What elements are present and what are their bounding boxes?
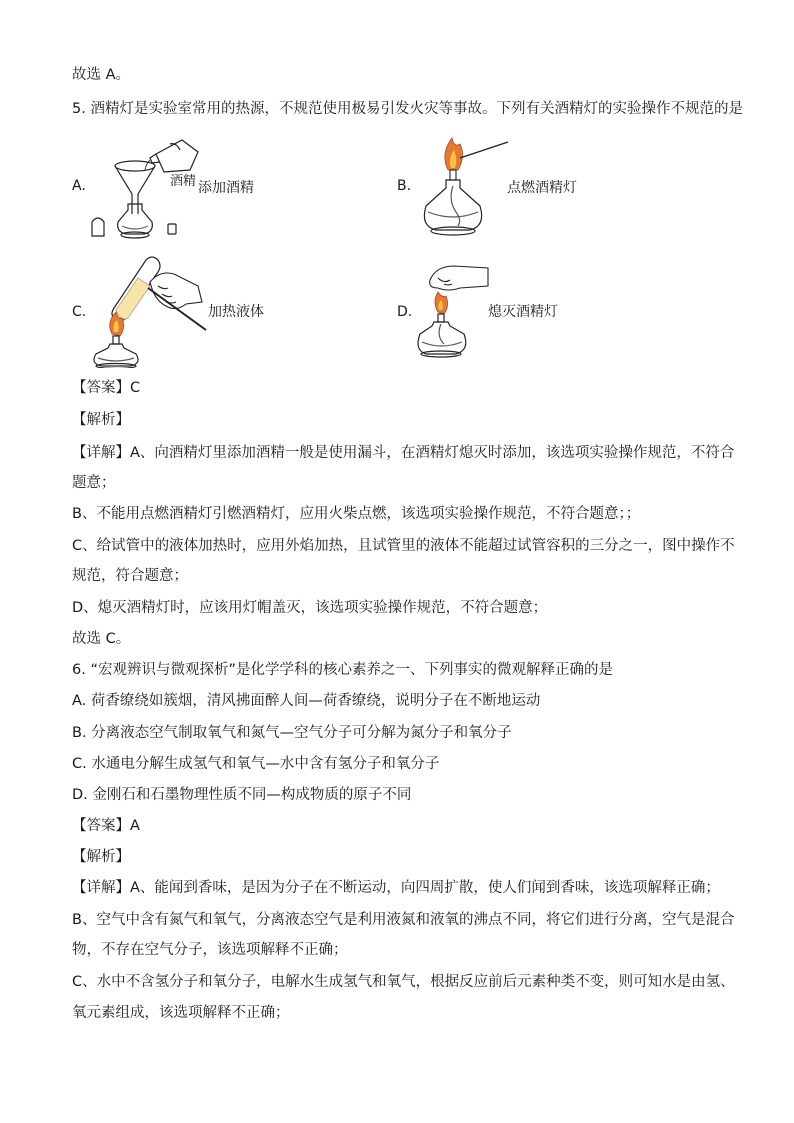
option-b-caption: 点燃酒精灯 [507,180,577,196]
question-6-detail-line: 物，不存在空气分子，该选项解释不正确； [72,942,348,958]
question-6-detail-line: C、水中不含氢分子和氧分子，电解水生成氢气和氧气，根据反应前后元素种类不变，则可知水是由氢、 [72,974,735,990]
question-6-stem: 6. “宏观辨识与微观探析”是化学学科的核心素养之一、下列事实的微观解释正确的是 [72,662,613,678]
question-5-answer: 【答案】C [72,380,141,396]
option-d-letter: D. [397,304,413,320]
question-5-detail-line: D、熄灭酒精灯时，应该用灯帽盖灭，该选项实验操作规范，不符合题意； [72,600,548,616]
question-5-detail-line: 题意； [72,475,116,491]
option-c-letter: C. [72,304,87,320]
question-5-detail-line: C、给试管中的液体加热时，应用外焰加热，且试管里的液体不能超过试管容积的三分之一，图中操作不 [72,538,735,554]
question-6-option-d: D. 金刚石和石墨物理性质不同—构成物质的原子不同 [72,787,412,803]
question-6-answer: 【答案】A [72,818,140,834]
question-6-detail-line: B、空气中含有氮气和氧气，分离液态空气是利用液氮和液氧的沸点不同，将它们进行分离，空气是混合 [72,912,735,928]
option-c-caption: 加热液体 [208,304,264,320]
question-6-option-a: A. 荷香缭绕如簇烟，清风拂面醉人间—荷香缭绕，说明分子在不断地运动 [72,693,541,709]
option-b-letter: B. [397,178,412,194]
option-a-letter: A. [72,178,86,194]
option-a-bottle-label: 酒精 [170,174,197,189]
option-d-caption: 熄灭酒精灯 [488,304,558,320]
question-5-analysis-heading: 【解析】 [72,412,130,428]
question-5-detail-line: 规范，符合题意； [72,568,188,584]
option-a-caption: 添加酒精 [198,180,254,196]
question-6-detail-line: 【详解】A、能闻到香味，是因为分子在不断运动，向四周扩散，使人们闻到香味，该选项解释正确； [72,880,720,896]
question-5-detail-line: 【详解】A、向酒精灯里添加酒精一般是使用漏斗，在酒精灯熄灭时添加，该选项实验操作规范，不符合 [72,445,735,461]
question-5-stem: 5. 酒精灯是实验室常用的热源，不规范使用极易引发火灾等事故。下列有关酒精灯的实验操作不规范的是 [72,101,743,117]
previous-conclusion: 故选 A。 [72,67,131,83]
extinguish-lamp-blowing-illustration [414,262,494,358]
question-6-detail-line: 氧元素组成，该选项解释不正确； [72,1005,290,1021]
heat-liquid-illustration [88,252,212,368]
question-5-conclusion: 故选 C。 [72,631,131,647]
option-c-figure [88,252,212,368]
question-6-option-b: B. 分离液态空气制取氧气和氮气—空气分子可分解为氮分子和氧分子 [72,725,512,741]
option-d-figure [414,262,494,358]
question-6-option-c: C. 水通电分解生成氢气和氧气—水中含有氢分子和氧分子 [72,756,440,772]
question-6-analysis-heading: 【解析】 [72,849,130,865]
question-5-detail-line: B、不能用点燃酒精灯引燃酒精灯，应用火柴点燃，该选项实验操作规范，不符合题意；； [72,506,641,522]
